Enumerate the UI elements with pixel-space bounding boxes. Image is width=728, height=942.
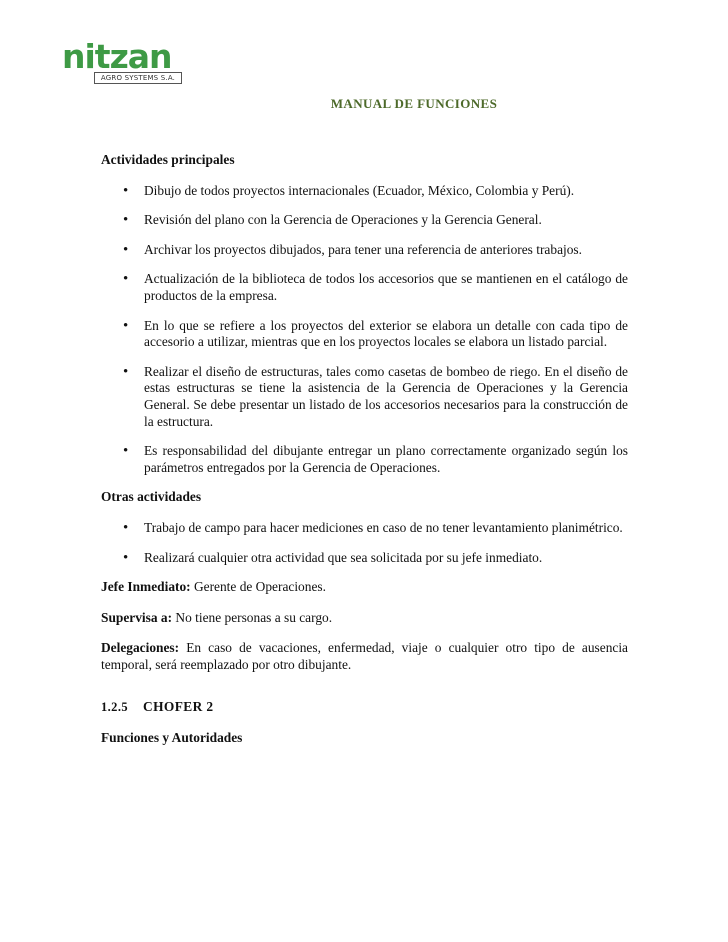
list-item: • Trabajo de campo para hacer mediciones en caso de no tener levantamiento planimétrico. bbox=[101, 520, 628, 537]
other-activities-list bbox=[101, 520, 628, 566]
main-activities-list bbox=[101, 183, 628, 477]
jefe-inmediato-value: Gerente de Operaciones. bbox=[190, 579, 326, 595]
subsection-title: CHOFER 2 bbox=[143, 699, 214, 715]
logo-tagline: AGRO SYSTEMS S.A. bbox=[94, 72, 182, 84]
list-item: • Realizar el diseño de estructuras, tales como casetas de bombeo de riego. En el diseño de estas estructuras se tiene la asistencia de la Gerencia de Operaciones y la Gerencia General. Se debe presentar un listado de los accesorios necesarios para la construcción de la estructura. bbox=[101, 364, 628, 430]
document-body bbox=[101, 152, 628, 761]
list-item: • En lo que se refiere a los proyectos del exterior se elabora un detalle con cada tipo de accesorio a utilizar, mientras que en los proyectos locales se elabora un listado parcial. bbox=[101, 318, 628, 351]
supervisa-line bbox=[101, 610, 628, 627]
supervisa-label: Supervisa a: bbox=[101, 609, 173, 625]
jefe-inmediato-line bbox=[101, 579, 628, 596]
list-item: • Es responsabilidad del dibujante entregar un plano correctamente organizado según los parámetros entregados por la Gerencia de Operaciones. bbox=[101, 443, 628, 476]
other-activities-heading: Otras actividades bbox=[101, 489, 202, 505]
subsection-heading bbox=[101, 699, 628, 716]
list-item: • Archivar los proyectos dibujados, para tener una referencia de anteriores trabajos. bbox=[101, 242, 628, 259]
subsection-number: 1.2.5 bbox=[101, 700, 128, 715]
company-logo bbox=[62, 37, 192, 84]
delegaciones-value: En caso de vacaciones, enfermedad, viaje o cualquier otro tipo de ausencia temporal, será reemplazado por otro dibujante. bbox=[101, 640, 628, 672]
delegaciones-label: Delegaciones: bbox=[101, 640, 180, 656]
main-activities-heading: Actividades principales bbox=[101, 152, 235, 167]
jefe-inmediato-label: Jefe Inmediato: bbox=[101, 579, 191, 595]
list-item: • Actualización de la biblioteca de todos los accesorios que se mantienen en el catálogo de productos de la empresa. bbox=[101, 271, 628, 304]
funciones-heading: Funciones y Autoridades bbox=[101, 730, 243, 746]
list-item: • Realizará cualquier otra actividad que sea solicitada por su jefe inmediato. bbox=[101, 550, 628, 567]
supervisa-value: No tiene personas a su cargo. bbox=[172, 609, 333, 625]
delegaciones-line bbox=[101, 640, 628, 673]
document-title: MANUAL DE FUNCIONES bbox=[330, 96, 498, 111]
list-item: • Dibujo de todos proyectos internacionales (Ecuador, México, Colombia y Perú). bbox=[101, 183, 628, 200]
logo-wordmark: nitzan bbox=[62, 37, 172, 76]
list-item: • Revisión del plano con la Gerencia de Operaciones y la Gerencia General. bbox=[101, 212, 628, 229]
